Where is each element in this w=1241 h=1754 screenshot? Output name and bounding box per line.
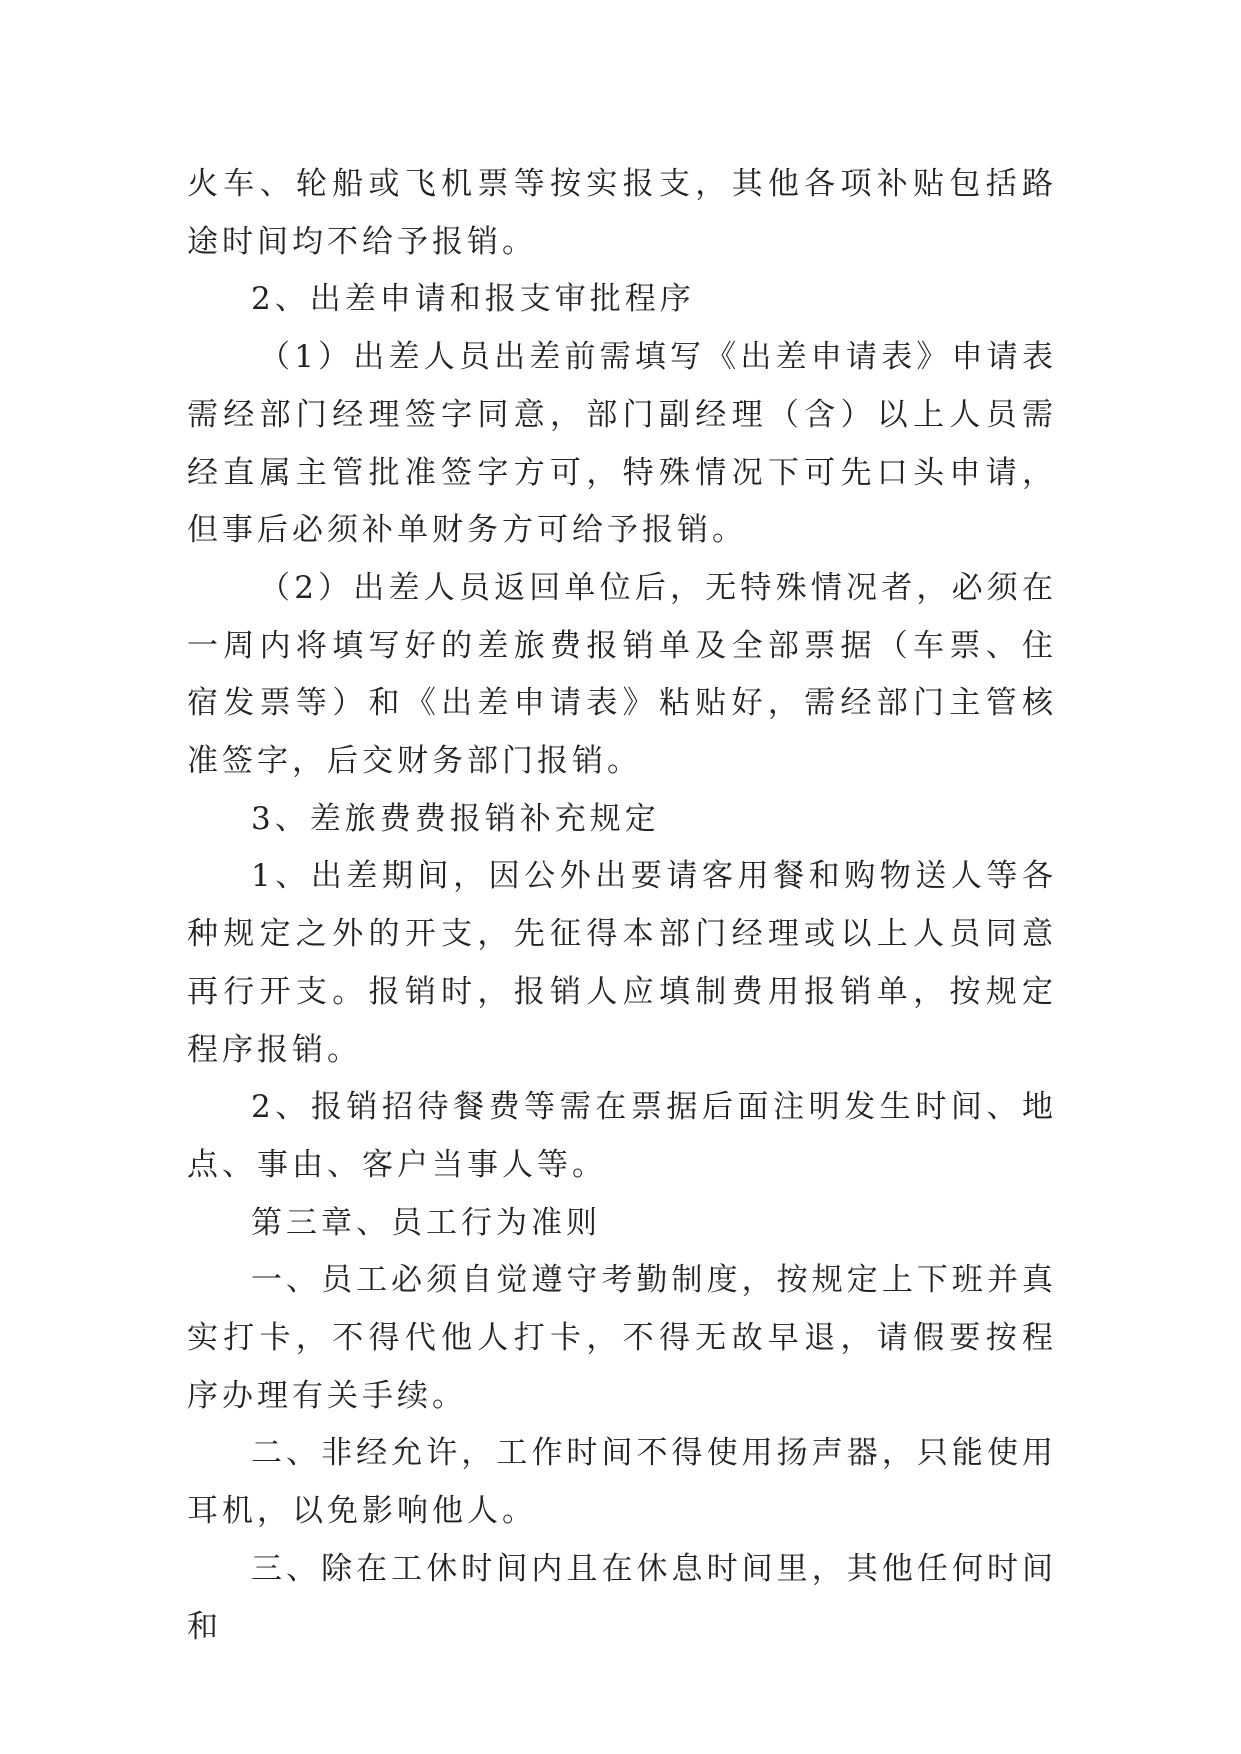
paragraph-break-time: 三、除在工休时间内且在休息时间里，其他任何时间和: [187, 1550, 1057, 1645]
paragraph-return-reimbursement: （2）出差人员返回单位后，无特殊情况者，必须在一周内将填写好的差旅费报销单及全部票据（车票、住宿发票等）和《出差申请表》粘贴好，需经部门主管核准签字，后交财务部门报销。: [187, 569, 1057, 780]
paragraph-entertainment-expenses: 1、出差期间，因公外出要请客用餐和购物送人等各种规定之外的开支，先征得本部门经理或以上人员同意再行开支。报销时，报销人应填制费用报销单，按规定程序报销。: [187, 858, 1057, 1068]
paragraph-attendance: 一、员工必须自觉遵守考勤制度，按规定上下班并真实打卡，不得代他人打卡，不得无故早退，请假要按程序办理有关手续。: [187, 1262, 1057, 1414]
heading-supplementary-rules: 3、差旅费费报销补充规定: [251, 800, 660, 837]
heading-application-procedure: 2、出差申请和报支审批程序: [251, 281, 695, 318]
paragraph-receipt-notes: 2、报销招待餐费等需在票据后面注明发生时间、地点、事由、客户当事人等。: [187, 1089, 1057, 1183]
document-body: [187, 156, 1057, 1656]
paragraph-application-form: （1）出差人员出差前需填写《出差申请表》申请表需经部门经理签字同意，部门副经理（含）以上人员需经直属主管批准签字方可，特殊情况下可先口头申请，但事后必须补单财务方可给予报销。: [187, 339, 1057, 549]
heading-chapter-three: 第三章、员工行为准则: [251, 1204, 601, 1241]
paragraph-speakers: 二、非经允许，工作时间不得使用扬声器，只能使用耳机，以免影响他人。: [187, 1435, 1057, 1530]
paragraph-travel-tickets: 火车、轮船或飞机票等按实报支，其他各项补贴包括路途时间均不给予报销。: [187, 166, 1057, 260]
